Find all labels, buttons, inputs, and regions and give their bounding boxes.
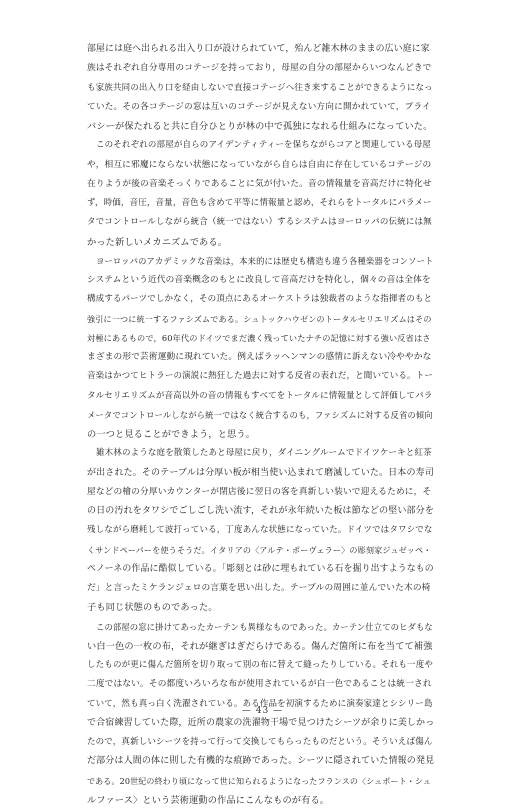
text-line: ず，時価，音圧，音量，音色も含めて平等に情報量と認め，それらをトータルにパラメー: [87, 194, 434, 213]
text-line: だ部分は人間の体に則した有機的な痕跡であった。シーツに隠されていた情報の発見: [87, 752, 434, 771]
text-line: したものが更に傷んだ箇所を切り取って別の布に替えて縫ったりしている。それも一度や: [87, 656, 434, 675]
text-line: も家族共同の出入り口を経由しないで直接コテージへ往き来することができるようになっ: [87, 79, 434, 98]
text-line: 残しながら磨耗して波打っている，丁度あんな状態になっていた。ドイツではタワシでな: [87, 521, 434, 540]
page-number: — 43 —: [0, 706, 525, 716]
text-line: だ」と言ったミケランジェロの言葉を思い出した。テーブルの周囲に並んでいた木の椅: [87, 579, 434, 598]
text-line: くサンドペーパーを使うそうだ。イタリアの〈アルテ・ポーヴェラー〉の彫刻家ジュゼッペ・: [87, 541, 434, 560]
text-line: 在りようが後の音楽そっくりであることに気が付いた。音の情報量を音高だけに特化せ: [87, 175, 434, 194]
text-line: この部屋の窓に掛けてあったカーテンも異様なものであった。カーテン仕立てのヒダもな: [87, 618, 434, 637]
text-line: このそれぞれの部屋が自らのアイデンティティーを保ちながらコアと関連している母屋: [87, 136, 434, 155]
text-line: が出された。そのテーブルは分厚い板が相当使い込まれて磨滅していた。日本の寿司: [87, 464, 434, 483]
text-line: バシーが保たれると共に自分ひとりが林の中で孤独になれる仕組みになっていた。: [87, 117, 434, 136]
text-line: や，相互に邪魔にならない状態になっていながら自らは自由に存在しているコテージの: [87, 156, 434, 175]
text-line: で合宿練習していた際，近所の農家の洗濯物干場で見つけたシーツが余りに美しかっ: [87, 714, 434, 733]
text-line: 二度ではない。その都度いろいろな布が使用されているが白一色であることは統一され: [87, 675, 434, 694]
text-line: メータでコントロールしながら統一ではなく統合するのも，ファシズムに対する反省の傾向: [87, 406, 434, 425]
text-line: まざまの形で芸術運動に現れていた。例えばラッヘンマンの感情に訴えない冷ややかな: [87, 348, 434, 367]
text-line: の一つと見ることができよう，と思う。: [87, 425, 434, 444]
body-text: [87, 40, 434, 810]
text-line: システムという近代の音楽概念のもとに改良して音高だけを特化し，個々の音は全体を: [87, 271, 434, 290]
text-line: の日の汚れをタワシでごしごし洗い流す，それが永年続いた板は節などの堅い部分を: [87, 502, 434, 521]
text-line: タルセリエリズムが音高以外の音の情報もすべてをトータルに情報量として評価してパラ: [87, 387, 434, 406]
text-line: 屋などの檜の分厚いカウンターが閉店後に翌日の客を真新しい装いで迎えるために，そ: [87, 483, 434, 502]
text-line: ヨーロッパのアカデミックな音楽は，本来的には歴史も構造も違う各種楽器をコンソート: [87, 252, 434, 271]
paragraph: [87, 252, 434, 445]
text-line: 族はそれぞれ自分専用のコテージを持っており，母屋の自分の部屋からいつなんどきで: [87, 59, 434, 78]
paragraph: [87, 444, 434, 617]
text-line: ていた。その各コテージの窓は互いのコテージが見えない方向に開かれていて，プライ: [87, 98, 434, 117]
text-line: 強引に一つに統一するファシズムである。シュトックハウゼンのトータルセリエリズムはその: [87, 310, 434, 329]
text-line: 部屋には庭へ出られる出入り口が設けられていて，殆んど雑木林のままの広い庭に家: [87, 40, 434, 59]
text-line: ていて，然も真っ白く洗濯されている。ある作品を初演するために演奏家達とシシリー島: [87, 695, 434, 714]
text-line: 構成するパーツでしかなく，その頂点にあるオーケストラは独裁者のような指揮者のもと: [87, 290, 434, 309]
text-line: ルファース〉という芸術運動の作品にこんなものが有る。: [87, 791, 434, 810]
text-line: ペノーネの作品に酷似している。「彫刻とは砂に埋もれている石を掘り出すようなもの: [87, 560, 434, 579]
text-line: である。20世紀の終わり頃になって世に知られるようになったフランスの〈シュポート・シュ: [87, 772, 434, 791]
text-line: タでコントロールしながら統合（統一ではない）するシステムはヨーロッパの伝統には無: [87, 213, 434, 232]
paragraph: [87, 136, 434, 252]
text-line: 子も同じ状態のものであった。: [87, 598, 434, 617]
text-line: 雑木林のような庭を散策したあと母屋に戻り，ダイニングルームでドイツケーキと紅茶: [87, 444, 434, 463]
text-line: 対極にあるもので，60年代のドイツでまだ濃く残っていたナチの記憶に対する強い反省はさ: [87, 329, 434, 348]
text-line: たので，真新しいシーツを持って行って交換してもらったものだという。そういえば傷ん: [87, 733, 434, 752]
text-line: 音楽はかつてヒトラーの演説に熱狂した過去に対する反省の表れだ，と聞いている。トー: [87, 367, 434, 386]
text-line: かった新しいメカニズムである。: [87, 233, 434, 252]
text-line: い白一色の一枚の布，それが継ぎはぎだらけである。傷んだ箇所に布を当てて補強: [87, 637, 434, 656]
paragraph: [87, 40, 434, 136]
